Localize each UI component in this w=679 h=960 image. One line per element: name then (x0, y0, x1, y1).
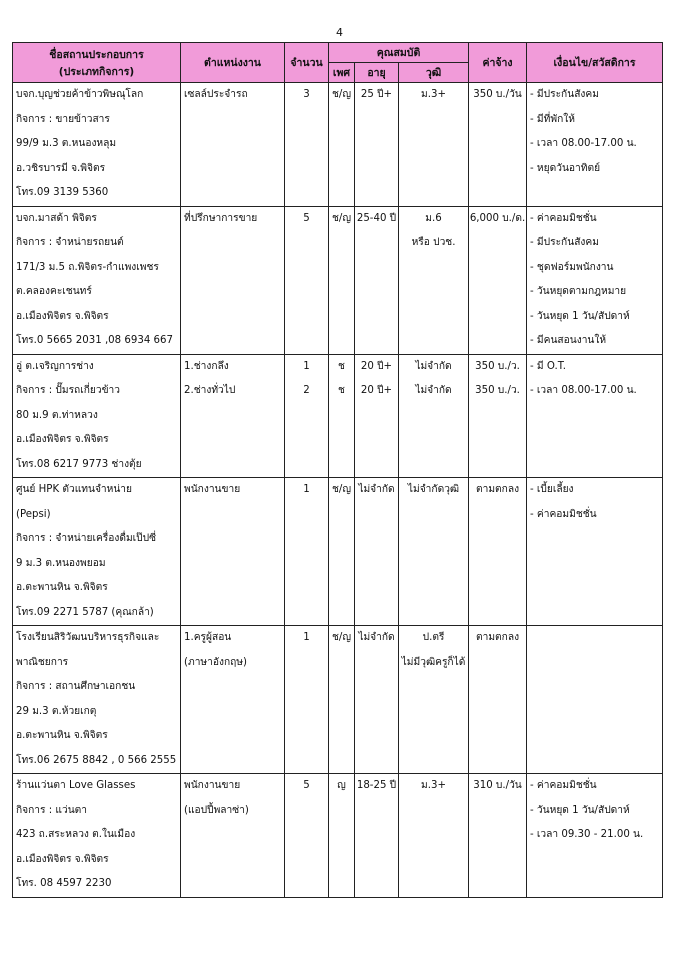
company-line: ร้านแว่นตา Love Glasses (16, 780, 136, 791)
benefits-cell (527, 626, 663, 774)
position-line: 1.ครูผู้สอน (184, 632, 232, 643)
benefits-line: - มีประกันสังคม (530, 89, 599, 100)
company-line: 9 ม.3 ต.หนองพยอม (16, 557, 106, 569)
company-line: โทร.08 6217 9773 ช่างตุ้ย (16, 458, 142, 470)
company-line: โรงเรียนสิริวัฒนบริหารธุรกิจและ (16, 632, 160, 643)
header-position: ตำแหน่งงาน (181, 43, 285, 83)
company-line: โทร.09 2271 5787 (คุณกล้า) (16, 606, 154, 618)
sex-line: ช (338, 360, 345, 372)
count-line: 1 (303, 484, 310, 495)
company-line: โทร. 08 4597 2230 (16, 878, 112, 889)
benefits-line: - ชุดฟอร์มพนักงาน (530, 261, 614, 273)
wage-line: 350 บ./วัน (473, 89, 522, 100)
age-line: 25 ปี+ (360, 89, 393, 100)
wage-cell (469, 478, 527, 626)
wage-line: ตามตกลง (475, 484, 520, 495)
benefits-line: - วันหยุด 1 วัน/สัปดาห์ (530, 310, 630, 322)
benefits-line: - มีคนสอนงานให้ (530, 335, 607, 346)
age-line: ไม่จำกัด (358, 632, 395, 643)
company-line: บจก.บุญช่วยค้าข้าวพิษณุโลก (16, 89, 144, 100)
benefits-cell (527, 478, 663, 626)
position-line: (ภาษาอังกฤษ) (184, 656, 247, 668)
count-cell (285, 774, 329, 898)
education-line: ม.6 (425, 212, 442, 224)
count-cell (285, 478, 329, 626)
company-line: อ.เมืองพิจิตร จ.พิจิตร (16, 310, 109, 322)
count-line: 5 (303, 780, 310, 791)
count-line: 2 (303, 385, 310, 396)
company-line: 29 ม.3 ต.ห้วยเกตุ (16, 705, 97, 717)
company-line: อ.ตะพานหิน จ.พิจิตร (16, 582, 108, 593)
count-cell (285, 206, 329, 354)
education-line: ม.3+ (421, 780, 446, 791)
wage-line: 350 บ./ว. (475, 360, 520, 372)
age-cell (355, 206, 399, 354)
company-line: โทร.09 3139 5360 (16, 187, 109, 198)
table-row (13, 626, 663, 774)
company-line: ศูนย์ HPK ตัวแทนจำหน่าย (16, 484, 133, 495)
sex-cell (329, 83, 355, 207)
company-cell (13, 774, 181, 898)
age-line: 25-40 ปี (356, 212, 397, 224)
wage-cell (469, 354, 527, 478)
company-line: ต.คลองคะเชนทร์ (16, 286, 92, 297)
age-cell (355, 626, 399, 774)
company-cell (13, 478, 181, 626)
sex-line: ญ (337, 780, 346, 791)
count-line: 1 (303, 632, 310, 643)
company-line: กิจการ : จำหน่ายเครื่องดื่มเป๊ปซี่ (16, 533, 156, 544)
sex-line: ช/ญ (331, 212, 352, 224)
wage-cell (469, 774, 527, 898)
table-row (13, 206, 663, 354)
wage-cell (469, 83, 527, 207)
company-line: 423 ถ.สระหลวง ต.ในเมือง (16, 829, 136, 840)
education-line: ไม่มีวุฒิครูก็ได้ (401, 656, 466, 668)
header-qualifications: คุณสมบัติ (329, 43, 469, 63)
position-line: พนักงานขาย (184, 484, 241, 495)
sex-line: ช/ญ (331, 632, 352, 643)
position-cell (181, 206, 285, 354)
company-line: โทร.06 2675 8842 , 0 566 2555 (16, 754, 177, 766)
age-cell (355, 83, 399, 207)
company-line: 171/3 ม.5 ถ.พิจิตร-กำแพงเพชร (16, 261, 159, 273)
education-cell (399, 626, 469, 774)
education-line: ไม่จำกัดวุฒิ (407, 484, 460, 495)
education-cell (399, 206, 469, 354)
age-line: ไม่จำกัด (358, 484, 395, 495)
table-row (13, 354, 663, 478)
header-company-title: ชื่อสถานประกอบการ (49, 48, 144, 61)
header-education: วุฒิ (399, 63, 469, 83)
position-cell (181, 774, 285, 898)
position-line: ที่ปรึกษาการขาย (184, 212, 258, 224)
wage-cell (469, 626, 527, 774)
header-age: อายุ (355, 63, 399, 83)
company-cell (13, 354, 181, 478)
wage-cell (469, 206, 527, 354)
table-body (13, 83, 663, 898)
company-line: 99/9 ม.3 ต.หนองหลุม (16, 138, 117, 149)
header-company (13, 43, 181, 83)
benefits-line: - วันหยุด 1 วัน/สัปดาห์ (530, 804, 630, 816)
sex-cell (329, 354, 355, 478)
company-cell (13, 626, 181, 774)
table-header (13, 43, 663, 83)
education-line: หรือ ปวช. (411, 237, 456, 248)
company-line: อ.เมืองพิจิตร จ.พิจิตร (16, 853, 109, 865)
header-benefits: เงื่อนไข/สวัสดิการ (527, 43, 663, 83)
company-line: บจก.มาสด้า พิจิตร (16, 212, 97, 224)
table-row (13, 83, 663, 207)
company-cell (13, 206, 181, 354)
count-cell (285, 83, 329, 207)
table-row (13, 774, 663, 898)
sex-line: ช/ญ (331, 89, 352, 100)
benefits-line: - เวลา 09.30 - 21.00 น. (530, 829, 644, 840)
company-line: 80 ม.9 ต.ท่าหลวง (16, 409, 98, 421)
company-line: กิจการ : ขายข้าวสาร (16, 113, 110, 125)
age-cell (355, 774, 399, 898)
count-cell (285, 354, 329, 478)
position-cell (181, 354, 285, 478)
age-line: 20 ปี+ (360, 360, 393, 372)
education-line: ไม่จำกัด (415, 360, 452, 372)
count-line: 3 (303, 89, 310, 100)
position-line: 2.ช่างทั่วไป (184, 385, 236, 396)
position-cell (181, 626, 285, 774)
wage-line: ตามตกลง (475, 632, 520, 643)
benefits-line: - ค่าคอมมิชชั่น (530, 508, 597, 520)
sex-cell (329, 774, 355, 898)
company-line: อ.เมืองพิจิตร จ.พิจิตร (16, 434, 109, 445)
benefits-line: - ค่าคอมมิชชั่น (530, 780, 597, 791)
count-line: 1 (303, 360, 310, 372)
company-line: โทร.0 5665 2031 ,08 6934 667 (16, 335, 173, 346)
header-wage: ค่าจ้าง (469, 43, 527, 83)
position-cell (181, 83, 285, 207)
wage-line: 310 บ./วัน (473, 780, 522, 791)
sex-line: ช (338, 385, 345, 396)
education-cell (399, 478, 469, 626)
benefits-line: - มี O.T. (530, 360, 566, 372)
benefits-line: - เวลา 08.00-17.00 น. (530, 385, 637, 396)
company-line: กิจการ : ปั๊มรถเกี่ยวข้าว (16, 385, 120, 396)
company-line: (Pepsi) (16, 508, 51, 520)
benefits-line: - ค่าคอมมิชชั่น (530, 212, 597, 224)
benefits-line: - เบี้ยเลี้ยง (530, 484, 574, 495)
position-line: 1.ช่างกลึง (184, 360, 229, 372)
benefits-line: - หยุดวันอาทิตย์ (530, 162, 601, 174)
company-line: อ.วชิรบารมี จ.พิจิตร (16, 162, 106, 174)
table-row (13, 478, 663, 626)
count-cell (285, 626, 329, 774)
education-line: ป.ตรี (422, 632, 445, 643)
wage-line: 6,000 บ./ด. (469, 212, 526, 224)
benefits-cell (527, 83, 663, 207)
company-line: กิจการ : แว่นตา (16, 804, 87, 816)
company-line: อู่ ต.เจริญการช่าง (16, 360, 94, 372)
company-line: อ.ตะพานหิน จ.พิจิตร (16, 730, 108, 741)
age-line: 18-25 ปี (356, 780, 397, 791)
education-line: ม.3+ (421, 89, 446, 100)
age-cell (355, 478, 399, 626)
header-sex: เพศ (329, 63, 355, 83)
page-number: 4 (336, 26, 343, 39)
age-line: 20 ปี+ (360, 385, 393, 396)
benefits-cell (527, 354, 663, 478)
education-cell (399, 774, 469, 898)
age-cell (355, 354, 399, 478)
company-line: กิจการ : สถานศึกษาเอกชน (16, 681, 136, 692)
position-line: เซลล์ประจำรถ (184, 89, 248, 100)
sex-cell (329, 478, 355, 626)
position-line: (แอปปี้พลาซ่า) (184, 804, 249, 816)
company-line: กิจการ : จำหน่ายรถยนต์ (16, 237, 124, 248)
count-line: 5 (303, 212, 310, 224)
benefits-line: - วันหยุดตามกฎหมาย (530, 286, 627, 297)
header-count: จำนวน (285, 43, 329, 83)
job-listings-table (12, 42, 663, 898)
sex-line: ช/ญ (331, 484, 352, 495)
benefits-line: - มีที่พักให้ (530, 113, 575, 125)
position-line: พนักงานขาย (184, 780, 241, 791)
education-cell (399, 83, 469, 207)
company-cell (13, 83, 181, 207)
benefits-cell (527, 206, 663, 354)
sex-cell (329, 626, 355, 774)
benefits-line: - มีประกันสังคม (530, 237, 599, 248)
benefits-line: - เวลา 08.00-17.00 น. (530, 138, 637, 149)
education-line: ไม่จำกัด (415, 385, 452, 396)
education-cell (399, 354, 469, 478)
company-line: พาณิชยการ (16, 656, 69, 668)
header-company-subtitle: (ประเภทกิจการ) (58, 65, 135, 78)
sex-cell (329, 206, 355, 354)
wage-line: 350 บ./ว. (475, 385, 520, 396)
benefits-cell (527, 774, 663, 898)
position-cell (181, 478, 285, 626)
